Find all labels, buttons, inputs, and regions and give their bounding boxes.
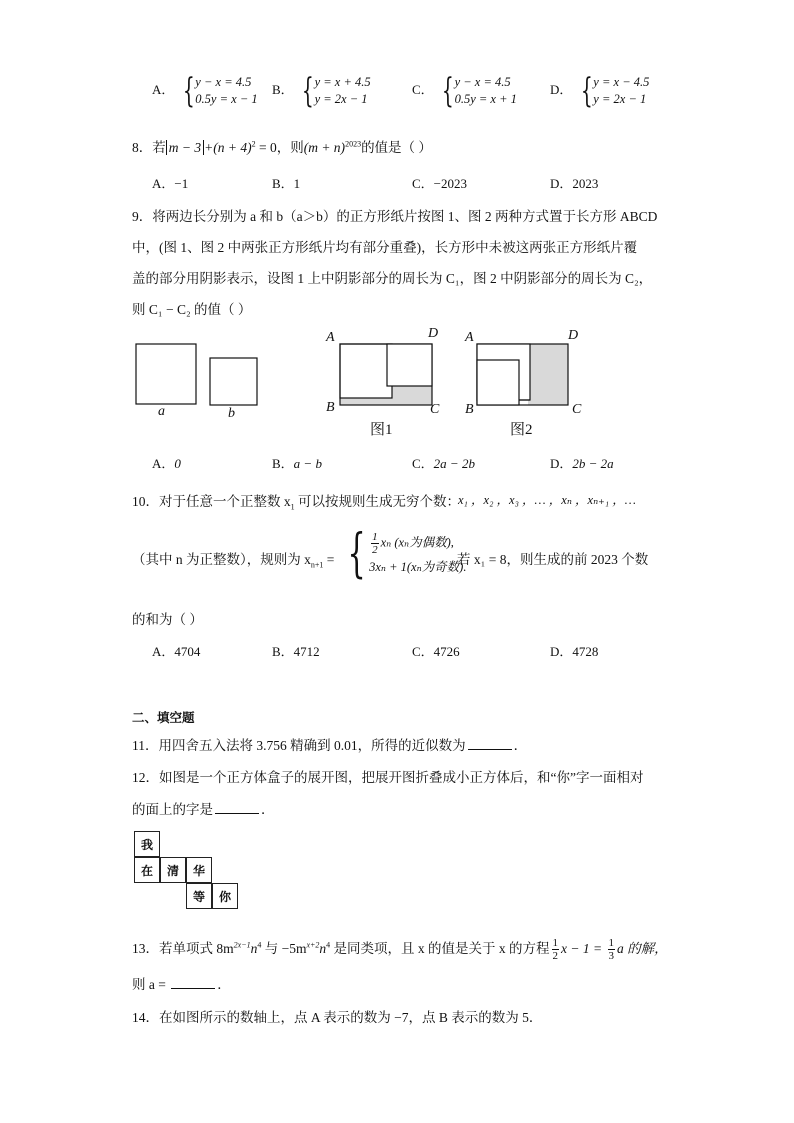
q10-option-b: B．4712 <box>272 644 320 659</box>
q12-answer-blank[interactable] <box>215 802 259 814</box>
cube-face-wo: 我 <box>134 831 160 857</box>
cube-face-ni: 你 <box>212 883 238 909</box>
square-a <box>136 344 196 404</box>
q10-option-d: D．4728 <box>550 644 599 659</box>
fig2-point-d: D <box>568 328 579 343</box>
cube-face-hua: 华 <box>186 857 212 883</box>
fig1-square-a <box>340 344 392 398</box>
q9-line-3: 盖的部分用阴影表示，设图 1 上中阴影部分的周长为 C₁，图 2 中阴影部分的周长为 C₂， <box>132 271 653 286</box>
q9-line-2: 中，(图 1、图 2 中两张正方形纸片均有部分重叠)，长方形中未被这两张正方形纸片覆 <box>132 240 638 255</box>
q7-option-c: C． { y − x = 4.5 0.5y = x + 1 <box>412 71 517 111</box>
square-b <box>210 358 257 405</box>
q8-option-b: B．1 <box>272 176 301 191</box>
q13-line-1: 13．若单项式 $8m^{2x-1}n^4$ 与 $-5m^{x+2}n^4$ 是同类项，且 x 的值是关于 x 的方程 $\frac{1}{2}$ x − 1 = $\frac{1}{3}$ a 的解， <box>132 937 668 963</box>
cube-face-qing: 清 <box>160 857 186 883</box>
q13-answer-blank[interactable] <box>171 977 215 989</box>
q10-line-3: 的和为（ ） <box>132 612 203 627</box>
q10-line-1: 10．对于任意一个正整数 $x_1$ 可以按规则生成无穷个数： <box>132 494 460 512</box>
q11: 11．用四舍五入法将 3.756 精确到 0.01，所得的近似数为 ． <box>132 738 528 753</box>
fig1-point-d: D <box>428 326 439 341</box>
fig2-shaded <box>528 344 568 405</box>
fig1-point-c: C <box>430 402 440 417</box>
fig2-point-a: A <box>465 330 474 345</box>
fig1-point-b: B <box>326 400 335 415</box>
fig1-point-a: A <box>326 330 335 345</box>
q12-line-1: 12．如图是一个正方体盒子的展开图，把展开图折叠成小正方体后，和“你”字一面相对 <box>132 770 644 785</box>
q9-option-c: C．2a − 2b <box>412 456 475 471</box>
q10-sequence: x₁ ，x₂ ，x₃ ，… ，xₙ ，xₙ₊₁ ，… <box>458 493 636 507</box>
q8-option-d: D．2023 <box>550 176 599 191</box>
q9-option-a: A．0 <box>152 456 181 471</box>
q8-stem: 8．若 $m - 3 +(n + 4)^2 = 0$，则$(m + n)^{2023}$的值是（ ） <box>132 139 432 155</box>
fig2-point-b: B <box>465 402 474 417</box>
q8-option-c: C．−2023 <box>412 176 468 191</box>
fig1-square-b <box>387 344 432 386</box>
fig1-caption: 图1 <box>370 422 393 438</box>
q9-option-b: B．a − b <box>272 456 322 471</box>
q10-option-a: A．4704 <box>152 644 201 659</box>
q7-option-a: A． { y − x = 4.5 0.5y = x − 1 <box>152 71 258 111</box>
label-b: b <box>228 406 235 421</box>
q10-line-2-suffix: 若 x₁ = 8，则生成的前 2023 个数 <box>457 552 649 567</box>
fig2-square-b <box>477 360 519 405</box>
cube-face-zai: 在 <box>134 857 160 883</box>
q11-answer-blank[interactable] <box>468 738 512 750</box>
q10-option-c: C．4726 <box>412 644 460 659</box>
q7-option-b: B． { y = x + 4.5 y = 2x − 1 <box>272 71 371 111</box>
q7-option-d: D． { y = x − 4.5 y = 2x − 1 <box>550 71 650 111</box>
q13-line-2: 则 a = ． <box>132 977 231 992</box>
fig1-shaded <box>340 386 432 405</box>
q9-line-4: 则 C₁ − C₂ 的值（ ） <box>132 302 252 317</box>
q10-line-2-prefix: （其中 n 为正整数），规则为 $x_{n+1}$ = <box>132 552 335 570</box>
q8-option-a: A．−1 <box>152 176 189 191</box>
q14: 14．在如图所示的数轴上，点 A 表示的数为 −7，点 B 表示的数为 5． <box>132 1010 543 1025</box>
q9-line-1: 9．将两边长分别为 a 和 b（a＞b）的正方形纸片按图 1、图 2 两种方式置于长方形 ABCD <box>132 209 658 224</box>
q9-option-d: D．2b − 2a <box>550 456 614 471</box>
section-fill-in-blank-heading: 二、填空题 <box>132 710 195 725</box>
q12-line-2: 的面上的字是 ． <box>132 802 275 817</box>
cube-face-deng: 等 <box>186 883 212 909</box>
q10-rule-system: { $\frac{1}{2}$ xₙ (xₙ为偶数), 3xₙ + 1(xₙ为奇数). <box>347 524 467 584</box>
fig2-point-c: C <box>572 402 582 417</box>
label-a: a <box>158 404 165 419</box>
fig2-caption: 图2 <box>510 422 533 438</box>
